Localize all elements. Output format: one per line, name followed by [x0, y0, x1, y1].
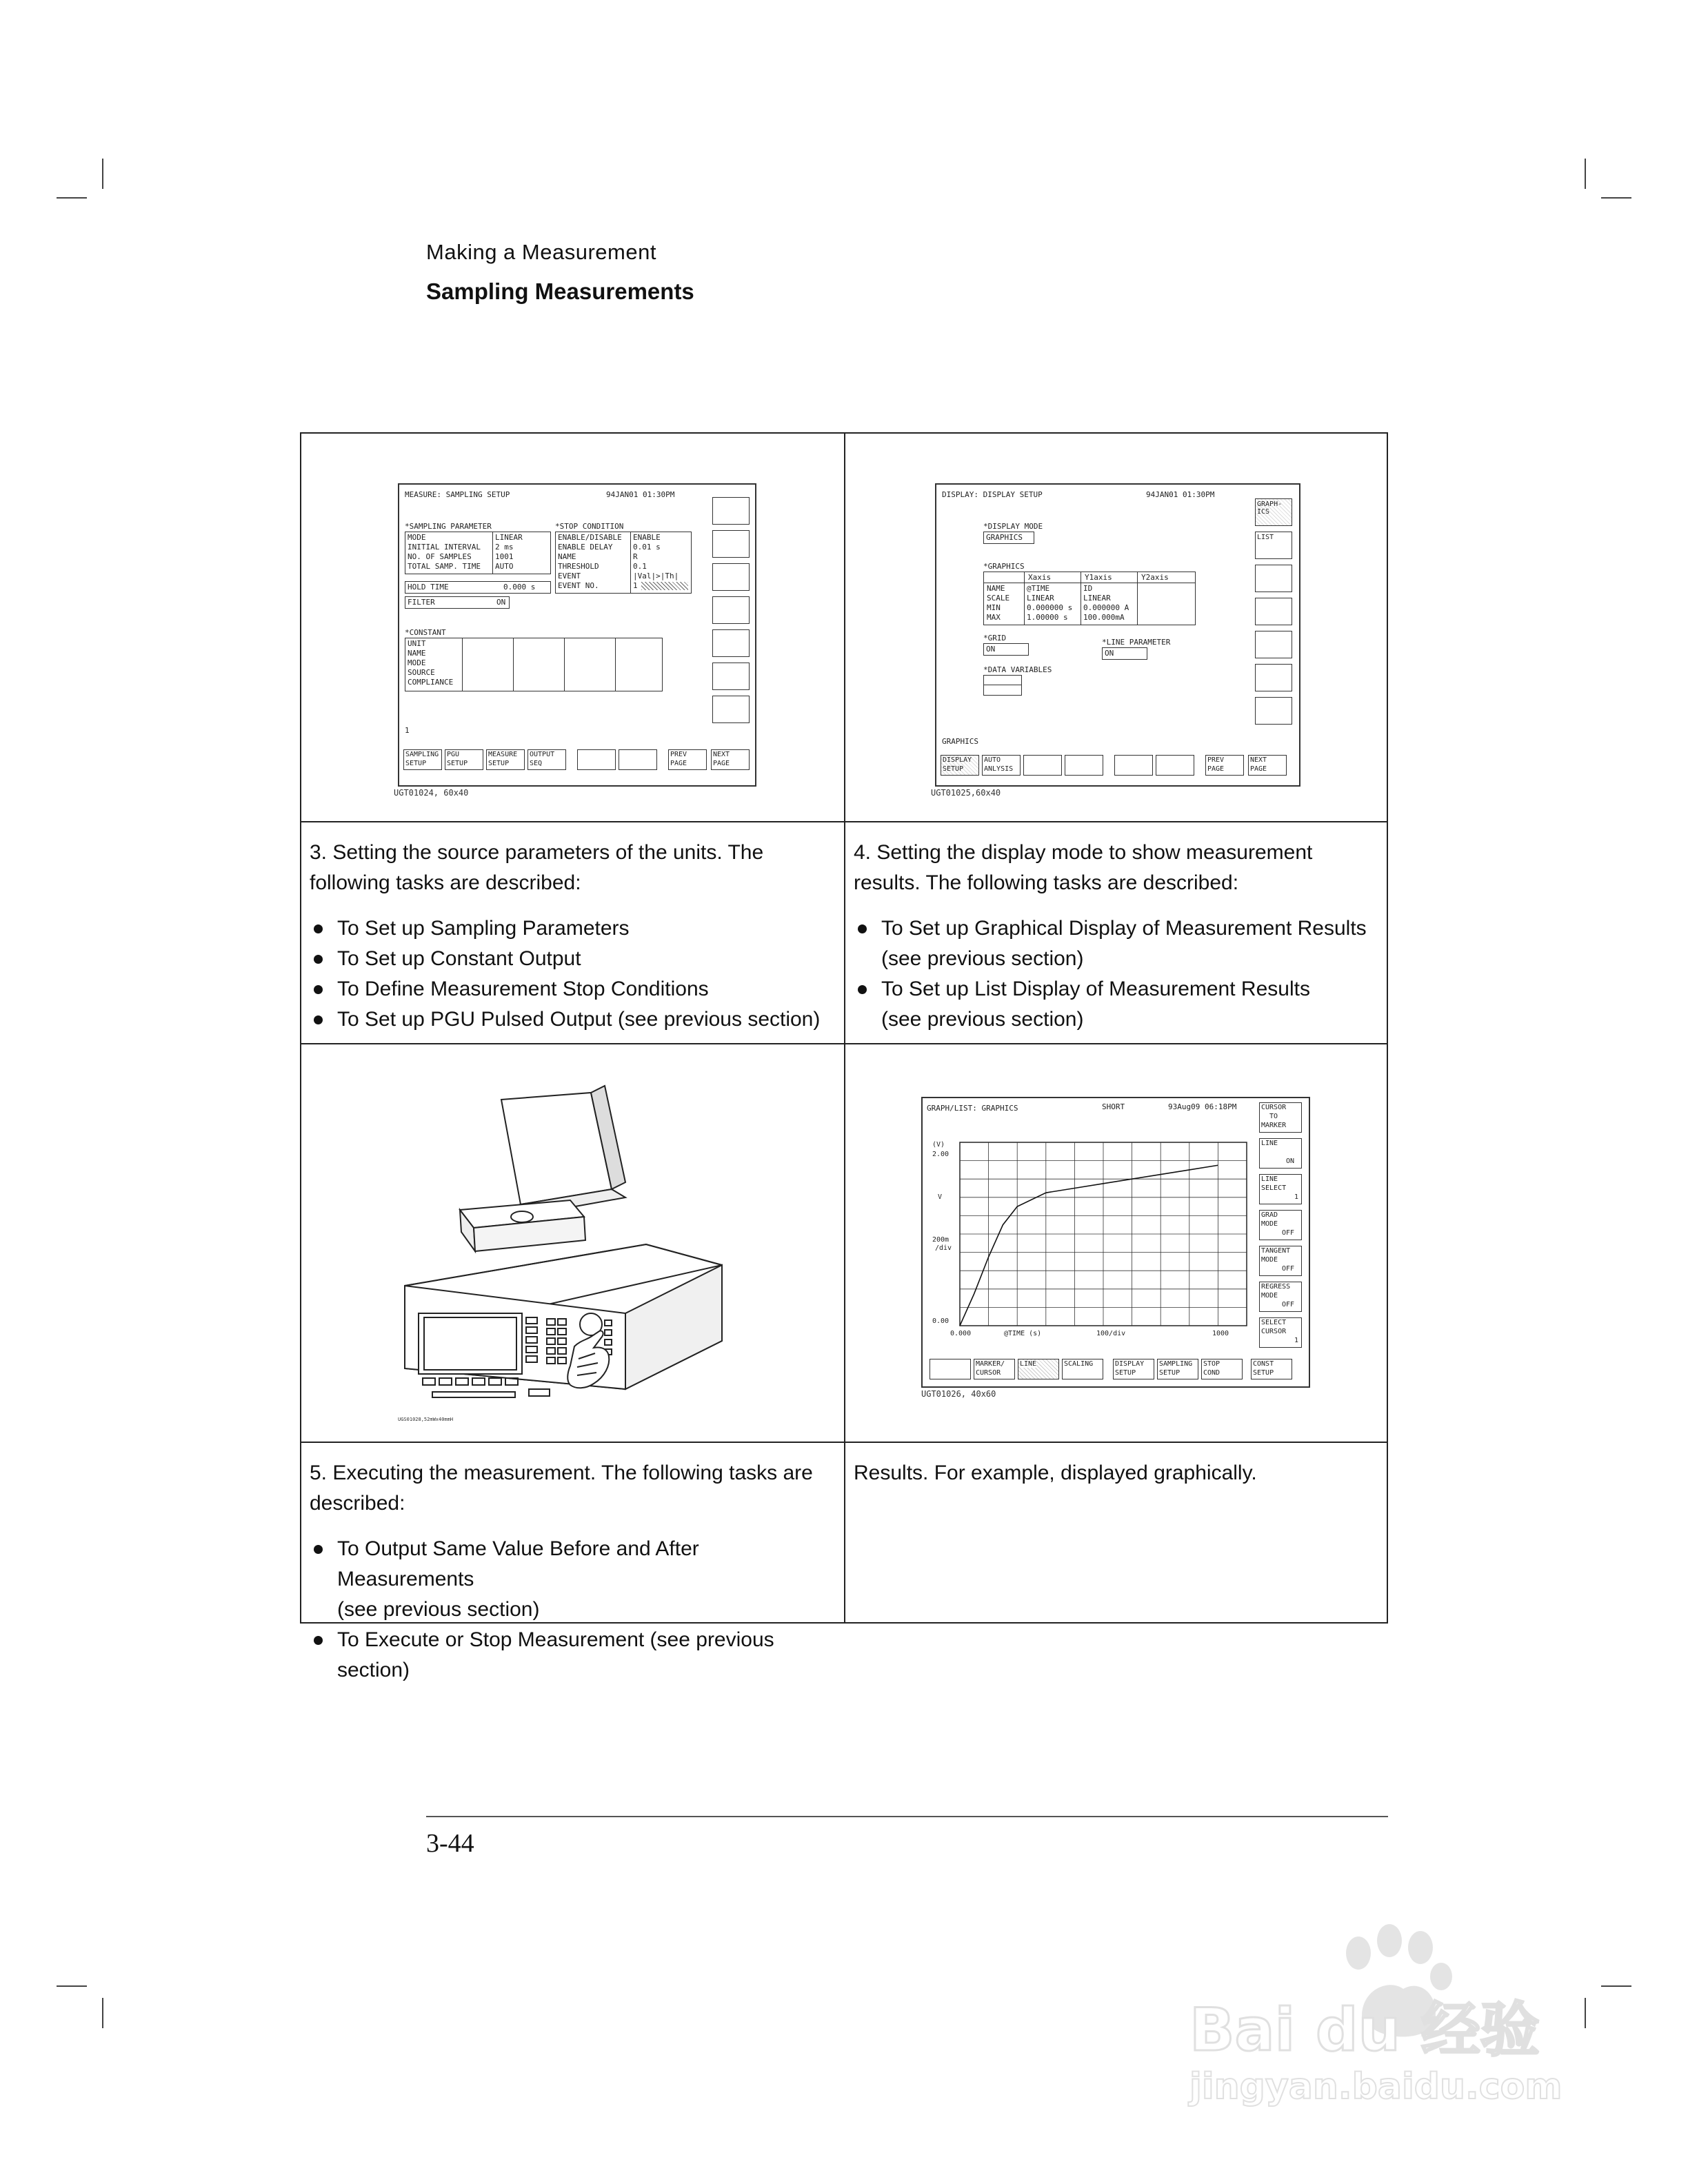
description-step4	[845, 822, 1388, 1043]
crop-mark	[102, 1998, 103, 2028]
softkey-label: PGU	[447, 751, 460, 758]
description-results	[845, 1443, 1388, 1624]
watermark-logo: Bai du 经验	[1189, 1996, 1540, 2065]
instrument-illustration	[301, 1044, 844, 1442]
softkey-label: PREV	[1207, 756, 1225, 764]
data-variables-header: *DATA VARIABLES	[983, 665, 1052, 674]
list-item-text: To Set up Sampling Parameters	[337, 917, 630, 940]
axis-cell: @TIME	[1027, 584, 1050, 593]
side-softkey[interactable]	[1255, 664, 1292, 691]
list-item-text: To Set up Graphical Display of Measurement Results	[881, 917, 1367, 940]
softkey-label: OFF	[1282, 1229, 1295, 1237]
table-divider	[513, 638, 514, 691]
sampling-row-label: NO. OF SAMPLES	[408, 552, 472, 561]
side-softkey-regress-mode[interactable]	[1259, 1282, 1302, 1312]
softkey-label: CONST	[1253, 1360, 1274, 1368]
side-softkey-line-select[interactable]	[1259, 1174, 1302, 1204]
softkey-label: NEXT	[713, 751, 730, 758]
figure-caption: UGT01026, 40x60	[921, 1389, 996, 1399]
display-mode-field	[983, 532, 1034, 544]
softkey-label: MODE	[1261, 1256, 1278, 1264]
stop-row-label: NAME	[558, 552, 576, 561]
list-item	[310, 1625, 836, 1686]
page-indicator: 1	[405, 726, 410, 735]
side-softkey[interactable]	[712, 497, 750, 525]
softkey-label: PAGE	[1207, 765, 1225, 773]
constant-row-label: NAME	[408, 649, 426, 658]
softkey-label: AUTO	[984, 756, 1001, 764]
side-softkey-graphics[interactable]	[1255, 498, 1292, 526]
softkey-const-setup[interactable]	[1251, 1359, 1292, 1379]
list-item-text: To Execute or Stop Measurement (see previous section)	[337, 1628, 774, 1681]
side-softkey-list[interactable]	[1255, 532, 1292, 559]
stop-row-label: EVENT	[558, 572, 581, 580]
sampling-row-label: TOTAL SAMP. TIME	[408, 562, 481, 571]
softkey-label: PAGE	[713, 760, 730, 767]
stop-row-value: R	[633, 552, 638, 561]
y-max-tick: 2.00	[932, 1151, 950, 1158]
softkey-label: OFF	[1282, 1301, 1295, 1308]
softkey-label: REGRESS	[1261, 1283, 1291, 1291]
filter-field	[405, 596, 510, 609]
list-item-text: To Define Measurement Stop Conditions	[337, 978, 709, 1000]
table-divider	[615, 638, 616, 691]
grid-field	[983, 643, 1029, 656]
crop-mark	[57, 197, 87, 199]
stop-row-label: THRESHOLD	[558, 562, 599, 571]
list-item-continuation: (see previous section)	[881, 947, 1084, 970]
list-item	[854, 974, 1380, 1035]
list-item-text: To Set up PGU Pulsed Output (see previous section)	[337, 1008, 821, 1031]
softkey-label: TO	[1269, 1113, 1278, 1120]
list-item	[310, 974, 836, 1004]
softkey-label: MEASURE	[488, 751, 518, 758]
side-softkey[interactable]	[1255, 631, 1292, 658]
list-item-text: To Set up List Display of Measurement Results	[881, 978, 1310, 1000]
softkey-label: TANGENT	[1261, 1247, 1291, 1255]
softkey-label: LINE	[1020, 1360, 1037, 1368]
softkey-display-setup[interactable]	[1113, 1359, 1154, 1379]
softkey-label: SEQ	[530, 760, 543, 767]
softkey-blank[interactable]	[577, 749, 616, 770]
side-softkey[interactable]	[712, 563, 750, 591]
softkey-label: GRAD	[1261, 1211, 1278, 1219]
stop-row-label: ENABLE/DISABLE	[558, 533, 622, 542]
figure-cell-graph	[845, 1044, 1388, 1442]
hatched-field	[641, 582, 688, 590]
axis-cell: LINEAR	[1027, 594, 1054, 603]
softkey-line[interactable]	[1018, 1359, 1059, 1379]
graph-status: SHORT	[1102, 1102, 1125, 1111]
x-max-tick: 1000	[1212, 1330, 1229, 1337]
softkey-output-seq[interactable]	[528, 749, 566, 770]
sampling-row-value: LINEAR	[495, 533, 523, 542]
softkey-label: SETUP	[1253, 1369, 1274, 1377]
softkey-label: 1	[1294, 1193, 1299, 1201]
procedure-table	[300, 432, 1388, 1681]
step3-intro: 3. Setting the source parameters of the units. The following tasks are described:	[310, 841, 764, 894]
softkey-label: PAGE	[1250, 765, 1267, 773]
table-divider	[462, 638, 463, 691]
softkey-label: PREV	[670, 751, 687, 758]
sampling-parameter-header: *SAMPLING PARAMETER	[405, 522, 492, 531]
stop-row-value: |Val|>|Th|	[633, 572, 679, 580]
softkey-label: CURSOR	[1261, 1328, 1287, 1335]
axis-row-label: SCALE	[987, 594, 1010, 603]
softkey-label: COND	[1203, 1369, 1220, 1377]
results-intro: Results. For example, displayed graphically.	[854, 1462, 1257, 1484]
softkey-pgu-setup[interactable]	[445, 749, 483, 770]
hold-time-field	[405, 581, 551, 594]
softkey-label: SETUP	[943, 765, 964, 773]
softkey-label: OFF	[1282, 1265, 1295, 1273]
softkey-label: SETUP	[488, 760, 510, 767]
softkey-marker-cursor[interactable]	[974, 1359, 1015, 1379]
stop-row-label: ENABLE DELAY	[558, 543, 613, 552]
softkey-measure-setup[interactable]	[486, 749, 525, 770]
axis-cell: 0.000000 A	[1083, 603, 1129, 612]
stop-condition-table	[555, 532, 692, 594]
side-softkey[interactable]	[1255, 697, 1292, 725]
hold-time-label: HOLD TIME	[408, 583, 449, 592]
softkey-stop-cond[interactable]	[1201, 1359, 1243, 1379]
mode-label: GRAPHICS	[942, 737, 978, 746]
sampling-row-value: 1001	[495, 552, 514, 561]
constant-row-label: COMPLIANCE	[408, 678, 454, 687]
filter-value: ON	[496, 598, 506, 607]
table-divider	[1137, 572, 1138, 625]
axis-cell: 1.00000 s	[1027, 613, 1068, 622]
watermark-url: jingyan.baidu.com	[1189, 2066, 1563, 2107]
side-softkey-grad-mode[interactable]	[1259, 1210, 1302, 1240]
softkey-label: LINE	[1261, 1140, 1278, 1147]
list-item	[310, 1004, 836, 1035]
stop-row-value: 0.01 s	[633, 543, 661, 552]
line-parameter-header: *LINE PARAMETER	[1102, 638, 1171, 647]
softkey-display-setup[interactable]	[941, 755, 979, 776]
side-softkey[interactable]	[712, 663, 750, 690]
axis-cell: 100.000mA	[1083, 613, 1125, 622]
axis-col-header: Y2axis	[1141, 573, 1169, 582]
softkey-label: CURSOR	[976, 1369, 1001, 1377]
softkey-label: SAMPLING	[1159, 1360, 1193, 1368]
softkey-label: CURSOR	[1261, 1104, 1287, 1111]
softkey-label: SAMPLING	[405, 751, 439, 758]
softkey-label: MODE	[1261, 1220, 1278, 1228]
description-step3	[301, 822, 844, 1043]
baidu-watermark	[1189, 1913, 1596, 2120]
softkey-label: SELECT	[1261, 1184, 1287, 1192]
axis-cell: 0.000000 s	[1027, 603, 1073, 612]
step4-intro: 4. Setting the display mode to show measurement results. The following tasks are described:	[854, 841, 1313, 894]
y-min-tick: 0.00	[932, 1317, 950, 1325]
axis-table	[983, 572, 1196, 625]
display-mode-value: GRAPHICS	[986, 533, 1023, 542]
crop-mark	[1585, 159, 1586, 189]
softkey-label: ANLYSIS	[984, 765, 1014, 773]
screen-title: DISPLAY: DISPLAY SETUP	[942, 490, 1043, 499]
softkey-label: SETUP	[1159, 1369, 1180, 1377]
softkey-label: LIST	[1257, 534, 1274, 541]
constant-header: *CONSTANT	[405, 628, 446, 637]
table-divider	[564, 638, 565, 691]
side-softkey[interactable]	[712, 629, 750, 657]
screen-date: 94JAN01 01:30PM	[1146, 490, 1215, 499]
side-softkey[interactable]	[712, 596, 750, 624]
softkey-label: DISPLAY	[943, 756, 972, 764]
description-step5	[301, 1443, 844, 1681]
stop-row-value: 0.1	[633, 562, 647, 571]
graphics-header: *GRAPHICS	[983, 562, 1025, 571]
y-axis-name: V	[938, 1193, 943, 1201]
graph-plot	[958, 1141, 1248, 1327]
screen-title: MEASURE: SAMPLING SETUP	[405, 490, 510, 499]
graph-title: GRAPH/LIST: GRAPHICS	[927, 1104, 1018, 1113]
hold-time-value: 0.000 s	[503, 583, 536, 592]
display-mode-header: *DISPLAY MODE	[983, 522, 1043, 531]
step3-task-list	[310, 913, 836, 1035]
softkey-next-page[interactable]	[711, 749, 750, 770]
line-parameter-field	[1102, 647, 1147, 660]
softkey-label: MARKER/	[976, 1360, 1005, 1368]
table-divider	[492, 532, 493, 574]
side-softkey[interactable]	[712, 696, 750, 723]
sampling-setup-screen	[398, 483, 756, 787]
list-item	[854, 913, 1380, 974]
sampling-parameter-table	[405, 532, 551, 574]
sampling-row-value: 2 ms	[495, 543, 514, 552]
softkey-blank[interactable]	[619, 749, 657, 770]
line-parameter-value: ON	[1105, 649, 1114, 658]
softkey-label: LINE	[1261, 1175, 1278, 1183]
figure-cell-sampling-setup	[301, 434, 844, 821]
y-div-unit: /div	[935, 1244, 952, 1252]
y-div: 200m	[932, 1236, 950, 1244]
axis-row-label: NAME	[987, 584, 1005, 593]
list-item-text: To Set up Constant Output	[337, 947, 581, 970]
list-item-continuation: (see previous section)	[881, 1008, 1084, 1031]
graph-screen	[921, 1097, 1310, 1388]
constant-table	[405, 638, 663, 691]
softkey-label: SETUP	[405, 760, 427, 767]
axis-row-label: MIN	[987, 603, 1001, 612]
y-unit: (V)	[932, 1141, 945, 1149]
softkey-blank[interactable]	[930, 1359, 971, 1379]
step4-task-list	[854, 913, 1380, 1035]
list-item	[310, 1534, 836, 1625]
softkey-blank[interactable]	[1065, 755, 1103, 776]
constant-row-label: SOURCE	[408, 668, 435, 677]
axis-col-header: Xaxis	[1028, 573, 1052, 582]
softkey-scaling[interactable]	[1062, 1359, 1103, 1379]
softkey-blank[interactable]	[1023, 755, 1062, 776]
sampling-row-label: INITIAL INTERVAL	[408, 543, 481, 552]
x-min-tick: 0.000	[950, 1330, 972, 1337]
screen-date: 94JAN01 01:30PM	[606, 490, 675, 499]
crop-mark	[1601, 1985, 1631, 1987]
side-softkey[interactable]	[1255, 598, 1292, 625]
step5-task-list	[310, 1534, 836, 1686]
figure-caption: UGS01028,52mWx40mmH	[398, 1417, 454, 1422]
softkey-label: PAGE	[670, 760, 687, 767]
axis-col-header: Y1axis	[1085, 573, 1112, 582]
stop-row-label: EVENT NO.	[558, 581, 599, 590]
list-item-continuation: (see previous section)	[337, 1598, 540, 1621]
section-subtitle: Making a Measurement	[426, 240, 656, 264]
side-softkey-line[interactable]	[1259, 1138, 1302, 1169]
axis-cell: ID	[1083, 584, 1093, 593]
sampling-row-label: MODE	[408, 533, 426, 542]
softkey-label: 1	[1294, 1337, 1299, 1344]
constant-row-label: MODE	[408, 658, 426, 667]
softkey-sampling-setup[interactable]	[1157, 1359, 1198, 1379]
softkey-label: MARKER	[1261, 1122, 1287, 1129]
grid-header: *GRID	[983, 634, 1007, 643]
side-softkey[interactable]	[1255, 565, 1292, 592]
axis-cell: LINEAR	[1083, 594, 1111, 603]
softkey-auto-analysis[interactable]	[982, 755, 1021, 776]
softkey-label: ON	[1286, 1157, 1295, 1165]
constant-row-label: UNIT	[408, 639, 426, 648]
list-item-text: To Output Same Value Before and After Measurements	[337, 1537, 699, 1590]
stop-condition-header: *STOP CONDITION	[555, 522, 624, 531]
softkey-label: SETUP	[447, 760, 468, 767]
softkey-label: STOP	[1203, 1360, 1220, 1368]
grid-value: ON	[986, 645, 996, 654]
softkey-blank[interactable]	[1114, 755, 1153, 776]
softkey-label: SCALING	[1064, 1360, 1094, 1368]
side-softkey-tangent-mode[interactable]	[1259, 1246, 1302, 1276]
softkey-prev-page[interactable]	[668, 749, 707, 770]
softkey-label: SETUP	[1115, 1369, 1136, 1377]
step5-intro: 5. Executing the measurement. The following tasks are described:	[310, 1462, 813, 1515]
crop-mark	[1601, 197, 1631, 199]
stop-row-value: ENABLE	[633, 533, 661, 542]
x-div: 100/div	[1096, 1330, 1126, 1337]
sampling-row-value: AUTO	[495, 562, 514, 571]
section-title: Sampling Measurements	[426, 279, 694, 304]
softkey-label: DISPLAY	[1115, 1360, 1145, 1368]
figure-caption: UGT01025,60x40	[931, 788, 1001, 798]
list-item	[310, 944, 836, 974]
crop-mark	[57, 1985, 87, 1987]
side-softkey-cursor-to-marker[interactable]	[1259, 1102, 1302, 1133]
list-item	[310, 913, 836, 944]
figure-cell-instrument	[301, 1044, 844, 1442]
softkey-next-page[interactable]	[1248, 755, 1287, 776]
softkey-label: SELECT	[1261, 1319, 1287, 1326]
graph-date: 93Aug09 06:18PM	[1168, 1102, 1237, 1111]
table-divider	[630, 532, 631, 593]
softkey-label: MODE	[1261, 1292, 1278, 1300]
footer-rule	[426, 1816, 1388, 1817]
figure-caption: UGT01024, 60x40	[394, 788, 469, 798]
softkey-label: OUTPUT	[530, 751, 555, 758]
softkey-prev-page[interactable]	[1205, 755, 1244, 776]
side-softkey-select-cursor[interactable]	[1259, 1317, 1302, 1348]
side-softkey[interactable]	[712, 530, 750, 558]
crop-mark	[102, 159, 103, 189]
filter-label: FILTER	[408, 598, 435, 607]
series-line-v	[960, 1165, 1218, 1326]
stop-row-value: 1	[633, 581, 638, 590]
x-axis-name: @TIME (s)	[1004, 1330, 1042, 1337]
softkey-label: GRAPH-ICS	[1257, 501, 1283, 516]
display-setup-screen	[935, 483, 1300, 787]
softkey-blank[interactable]	[1156, 755, 1194, 776]
softkey-sampling-setup[interactable]	[403, 749, 442, 770]
axis-row-label: MAX	[987, 613, 1001, 622]
data-variables-field	[983, 675, 1022, 696]
softkey-label: NEXT	[1250, 756, 1267, 764]
page-number: 3-44	[426, 1829, 474, 1858]
figure-cell-display-setup	[845, 434, 1388, 821]
table-divider	[1024, 572, 1025, 625]
